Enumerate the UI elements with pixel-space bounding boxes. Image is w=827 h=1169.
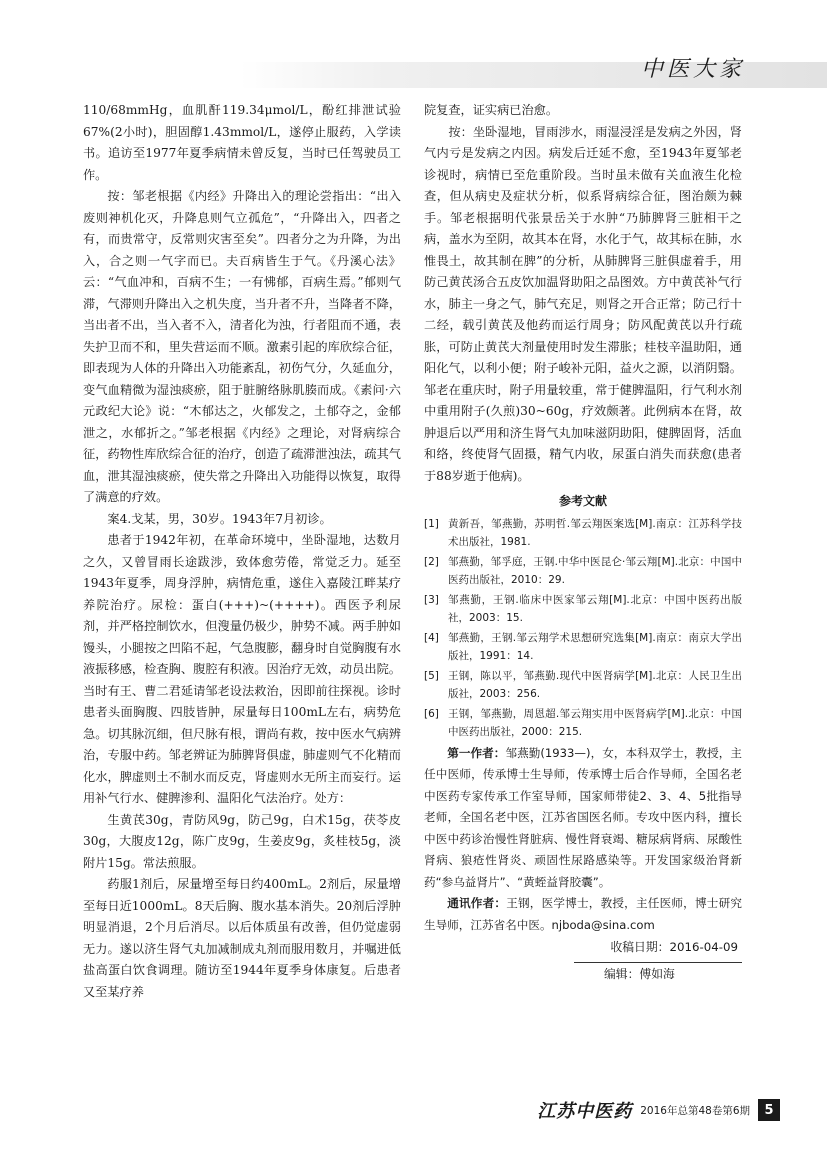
reference-number: [3] [424, 593, 439, 606]
right-column [424, 100, 742, 985]
reference-text: 王钢，邹燕勤，周恩超.邹云翔实用中医肾病学[M].北京：中国中医药出版社，2000：215. [448, 707, 742, 738]
received-date: 收稿日期：2016-04-09 [610, 940, 738, 954]
journal-name: 江苏中医药 [537, 1101, 633, 1122]
left-column [83, 100, 401, 1003]
right-paragraphs [424, 100, 742, 487]
contact-author-label: 通讯作者： [447, 896, 507, 910]
reference-item [424, 553, 742, 590]
section-title: 中医大家 [640, 57, 745, 82]
contact-author [424, 893, 742, 936]
first-author-text: 邹燕勤(1933—)，女，本科双学士，教授，主任中医师，传承博士生导师，传承博士后合作导师，全国名老中医药专家传承工作室导师，国家师带徒2、3、4、5批指导老师，全国名老中医，江苏省国医名师。专攻中医内科，擅长中医中药诊治慢性肾脏病、慢性肾衰竭、糖尿病肾病、尿酸性肾病、狼疮性肾炎、顽固性尿路感染等。开发国家级治肾新药“参乌益肾片”、“黄蛭益肾胶囊”。 [424, 745, 742, 889]
reference-text: 邹燕勤，王钢.临床中医家邹云翔[M].北京：中国中医药出版社，2003：15. [448, 593, 742, 624]
paragraph: 按：坐卧湿地，冒雨涉水，雨湿浸淫是发病之外因，肾气内亏是发病之内因。病发后迁延不愈，至1943年夏邹老诊视时，病情已至危重阶段。当时虽未做有关血液生化检查，但从病史及症状分析，似系肾病综合征，图治颇为棘手。邹老根据明代张景岳关于水肿“乃肺脾肾三脏相干之病，盖水为至阴，故其本在肾，水化于气，故其标在肺，水惟畏土，故其制在脾”的分析，从肺脾肾三脏俱虚着手，用防己黄芪汤合五皮饮加温肾助阳之品图效。方中黄芪补气行水，肺主一身之气，肺气充足，则肾之开合正常；防己行十二经，载引黄芪及他药而运行周身；防风配黄芪以升行疏胀，可防止黄芪大剂量使用时发生滞胀；桂枝辛温助阳，通阳化气，以利小便；附子峻补元阳，益火之源，以消阴翳。邹老在重庆时，附子用量较重，常于健脾温阳，行气利水剂中重用附子(久煎)30~60g，疗效颇著。此例病本在肾，故肿退后以严用和济生肾气丸加味滋阴助阳，健脾固肾，活血和络，终使肾气固摄，精气内收，尿蛋白消失而获愈(患者于88岁逝于他病)。 [424, 124, 742, 483]
reference-text: 黄新吾，邹燕勤，苏明哲.邹云翔医案选[M].南京：江苏科学技术出版社，1981. [448, 517, 742, 548]
reference-number: [4] [424, 631, 439, 644]
references-list [424, 515, 742, 742]
paragraph: 案4.戈某，男，30岁。1943年7月初诊。 [107, 511, 332, 526]
paragraph: 院复查，证实病已治愈。 [424, 103, 559, 117]
page-footer [530, 1098, 780, 1122]
reference-item [424, 629, 742, 666]
reference-text: 王钢，陈以平，邹燕勤.现代中医肾病学[M].北京：人民卫生出版社，2003：256. [448, 669, 742, 700]
reference-text: 邹燕勤，邹孚庭，王钢.中华中医昆仑·邹云翔[M].北京：中国中医药出版社，2010：29. [448, 555, 742, 586]
reference-item [424, 667, 742, 704]
paragraph: 按：邹老根据《内经》升降出入的理论尝指出：“出入废则神机化灭，升降息则气立孤危”，“升降出入，四者之有，而贵常守，反常则灾害至矣”。四者分之为升降，为出入，合之则一气字而已。夫百病皆生于气。《丹溪心法》云：“气血冲和，百病不生；一有怫郁，百病生焉。”郁则气滞，气滞则升降出入之机失度，当升者不升，当降者不降，当出者不出，当入者不入，清者化为浊，行者阻而不通，表失护卫而不和，里失营运而不顺。激素引起的库欣综合征，即表现为人体的升降出入功能紊乱，初伤气分，久延血分，变气血精微为湿浊痰瘀，阻于脏腑络脉肌腠而成。《素问·六元政纪大论》说：“木郁达之，火郁发之，土郁夺之，金郁泄之，水郁折之。”邹老根据《内经》之理论，对肾病综合征，药物性库欣综合征的治疗，创造了疏滞泄浊法，疏其气血，泄其湿浊痰瘀，使失常之升降出入功能得以恢复，取得了满意的疗效。 [83, 189, 401, 504]
first-author [424, 743, 742, 894]
contact-author-text: 王钢，医学博士，教授，主任医师，博士研究生导师，江苏省名中医。njboda@sina.com [424, 896, 742, 932]
references-title: 参考文献 [558, 494, 607, 508]
paragraph: 药服1剂后，尿量增至每日约400mL。2剂后，尿量增至每日近1000mL。8天后胸、腹水基本消失。20剂后浮肿明显消退，2个月后消尽。以后体质虽有改善，但仍觉虚弱无力。遂以济生肾气丸加减制成丸剂而服用数月，并嘱进低盐高蛋白饮食调理。随访至1944年夏季身体康复。后患者又至某疗养 [83, 877, 401, 999]
paragraph: 生黄芪30g，青防风9g，防己9g，白术15g，茯苓皮30g，大腹皮12g，陈广皮9g，生姜皮9g，炙桂枝5g，淡附片15g。常法煎服。 [83, 812, 401, 870]
reference-number: [1] [424, 517, 439, 530]
reference-number: [6] [424, 707, 439, 720]
reference-number: [2] [424, 555, 439, 568]
paragraph: 患者于1942年初，在革命环境中，坐卧湿地，达数月之久，又曾冒雨长途跋涉，致体愈劳倦，常觉乏力。延至1943年夏季，周身浮肿，病情危重，遂住入嘉陵江畔某疗养院治疗。尿检：蛋白(+++)~(++++)。西医予利尿剂，并严格控制饮水，但溲量仍极少，肿势不减。两手肿如馒头，小腿按之凹陷不起，气急腹膨，翻身时自觉胸腹有水液振移感，检查胸、腹腔有积液。因治疗无效，动员出院。当时有王、曹二君延请邹老设法救治，因即前往探视。诊时患者头面胸腹、四肢皆肿，尿量每日100mL左右，病势危急。切其脉沉细，但尺脉有根，谓尚有救，按中医水气病辨治，专服中药。邹老辨证为肺脾肾俱虚，肺虚则气不化精而化水，脾虚则土不制水而反克，肾虚则水无所主而妄行。运用补气行水、健脾渗利、温阳化气法治疗。处方： [83, 533, 401, 805]
reference-item [424, 591, 742, 628]
reference-item [424, 515, 742, 552]
editor: 编辑：傅如海 [574, 962, 742, 985]
page-number: 5 [758, 1099, 780, 1121]
reference-item [424, 705, 742, 742]
issue-info: 2016年总第48卷第6期 [640, 1104, 750, 1117]
reference-number: [5] [424, 669, 439, 682]
paragraph: 110/68mmHg，血肌酐119.34μmol/L，酚红排泄试验67%(2小时)，胆固醇1.43mmol/L，遂停止服药，入学读书。追访至1977年夏季病情未曾反复，当时已任驾驶员工作。 [83, 103, 401, 182]
reference-text: 邹燕勤，王钢.邹云翔学术思想研究选集[M].南京：南京大学出版社，1991：14. [448, 631, 742, 662]
first-author-label: 第一作者： [447, 745, 506, 760]
